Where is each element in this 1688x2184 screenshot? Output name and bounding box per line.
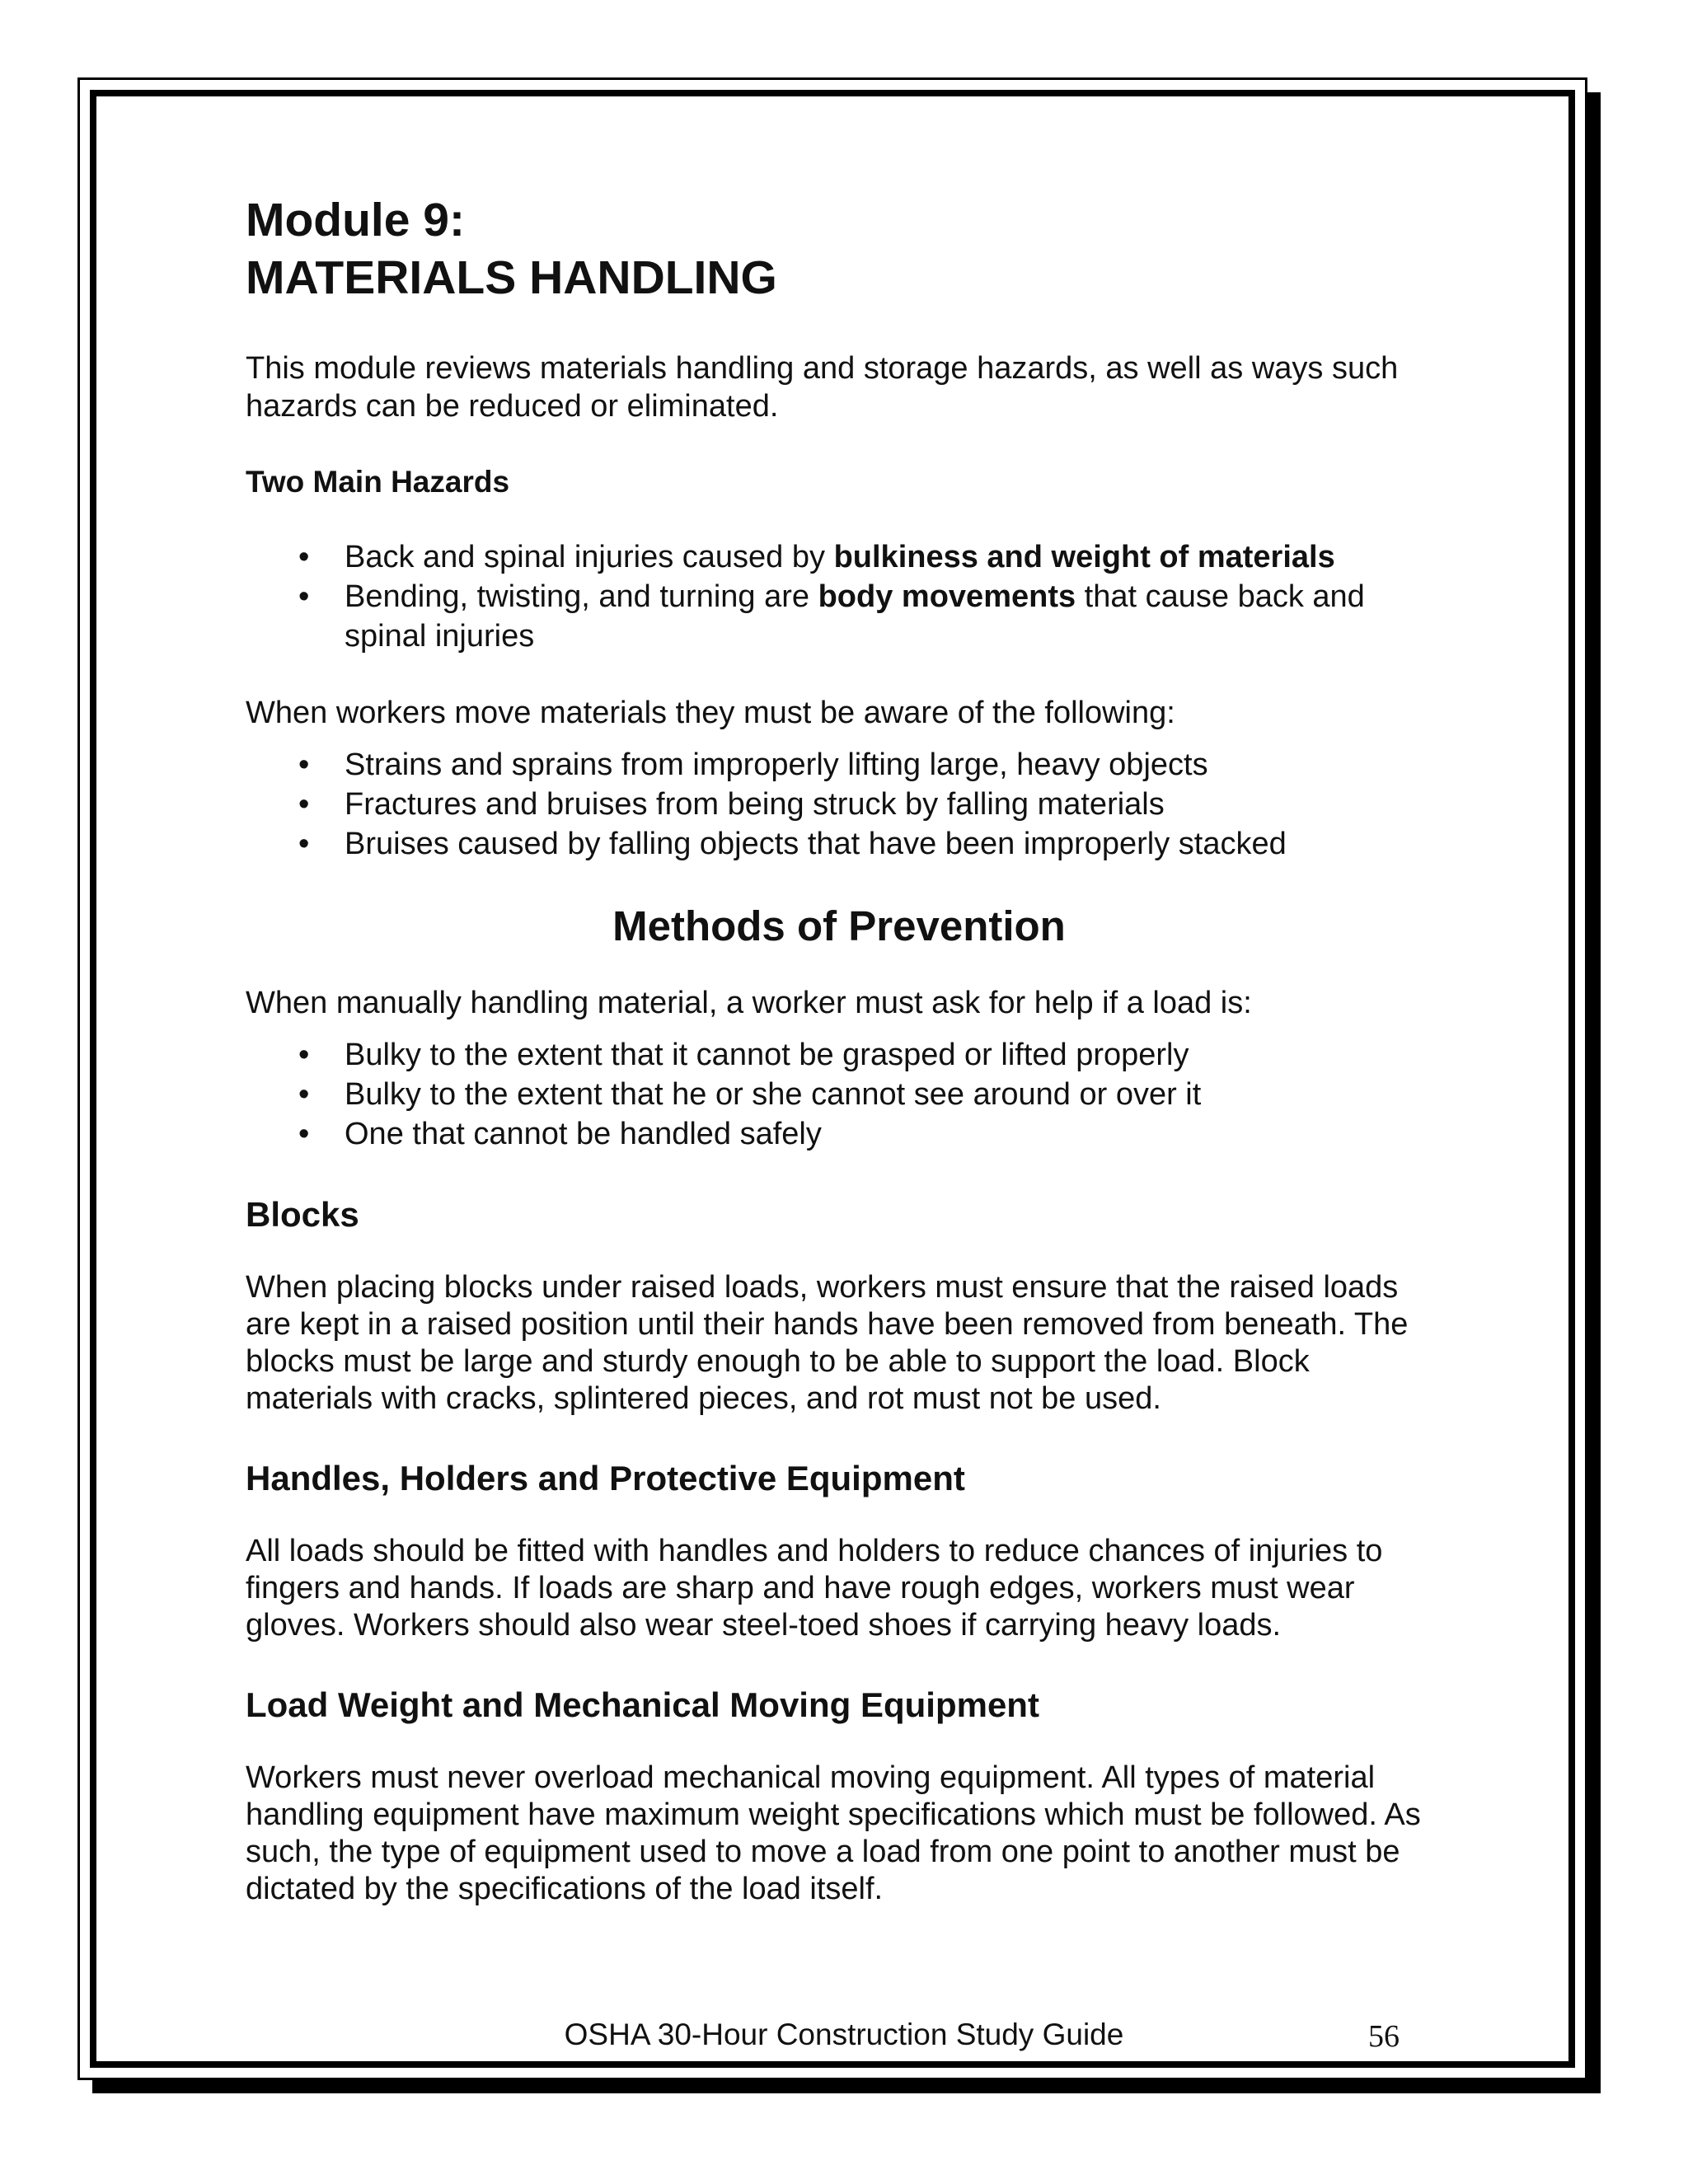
hazard-text-after: that cause back and spinal injuries xyxy=(345,579,1365,654)
list-item-text: One that cannot be handled safely xyxy=(345,1117,822,1151)
hazard-text: Bending, twisting, and turning are xyxy=(345,579,818,614)
prevention-list xyxy=(246,1035,1432,1154)
list-item xyxy=(246,745,1432,785)
list-item-text: Strains and sprains from improperly lifting large, heavy objects xyxy=(345,748,1208,782)
awareness-list xyxy=(246,745,1432,864)
bullet-icon: • xyxy=(298,1038,310,1072)
bullet-icon: • xyxy=(298,540,310,574)
list-item-text: Fractures and bruises from being struck by falling materials xyxy=(345,787,1165,822)
hazards-list xyxy=(246,537,1432,656)
module-number: Module 9: xyxy=(246,194,465,246)
section-body-handles: All loads should be fitted with handles and holders to reduce chances of injuries to fingers and hands. If loads are sharp and have rough edges, workers must wear gloves. Workers should also wear steel-toed shoes if carrying heavy loads. xyxy=(246,1534,1383,1643)
list-item-text: Bruises caused by falling objects that have been improperly stacked xyxy=(345,827,1287,861)
page-number: 56 xyxy=(1368,2019,1400,2054)
awareness-lead: When workers move materials they must be aware of the following: xyxy=(246,696,1175,730)
hazard-emphasis: body movements xyxy=(818,579,1076,614)
hazards-heading: Two Main Hazards xyxy=(246,465,510,499)
footer-title: OSHA 30-Hour Construction Study Guide xyxy=(564,2018,1124,2051)
module-title: MATERIALS HANDLING xyxy=(246,251,777,304)
bullet-icon: • xyxy=(298,827,310,861)
bullet-icon: • xyxy=(298,1077,310,1112)
bullet-icon: • xyxy=(298,748,310,782)
intro-paragraph: This module reviews materials handling and storage hazards, as well as ways such hazards can be reduced or eliminated. xyxy=(246,351,1399,424)
section-heading-handles: Handles, Holders and Protective Equipment xyxy=(246,1459,965,1497)
bullet-icon: • xyxy=(298,787,310,822)
hazard-text: Back and spinal injuries caused by xyxy=(345,540,834,574)
list-item-text: Bulky to the extent that he or she cannot see around or over it xyxy=(345,1077,1202,1112)
list-item xyxy=(246,537,1432,577)
bullet-icon: • xyxy=(298,1117,310,1151)
list-item xyxy=(246,1075,1432,1114)
list-item-text: Bulky to the extent that it cannot be grasped or lifted properly xyxy=(345,1038,1189,1072)
section-heading-load-weight: Load Weight and Mechanical Moving Equipment xyxy=(246,1685,1039,1724)
bullet-icon: • xyxy=(298,579,310,614)
section-body-load-weight: Workers must never overload mechanical moving equipment. All types of material handling equipment have maximum weight specifications which must be followed. As such, the type of equipment used to move a load from one point to another must be dictated by the specifications of the load itself. xyxy=(246,1760,1421,1906)
page-content xyxy=(246,191,1432,1908)
list-item xyxy=(246,824,1432,864)
list-item xyxy=(246,1114,1432,1154)
list-item xyxy=(246,785,1432,824)
section-body-blocks: When placing blocks under raised loads, workers must ensure that the raised loads are kept in a raised position until their hands have been removed from beneath. The blocks must be large and sturdy enough to be able to support the load. Block materials with cracks, splintered pieces, and rot must not be used. xyxy=(246,1270,1409,1416)
prevention-heading: Methods of Prevention xyxy=(612,902,1066,949)
section-heading-blocks: Blocks xyxy=(246,1195,359,1234)
prevention-lead: When manually handling material, a worker must ask for help if a load is: xyxy=(246,986,1252,1020)
list-item xyxy=(246,1035,1432,1075)
hazard-emphasis: bulkiness and weight of materials xyxy=(833,540,1335,574)
list-item xyxy=(246,577,1432,656)
